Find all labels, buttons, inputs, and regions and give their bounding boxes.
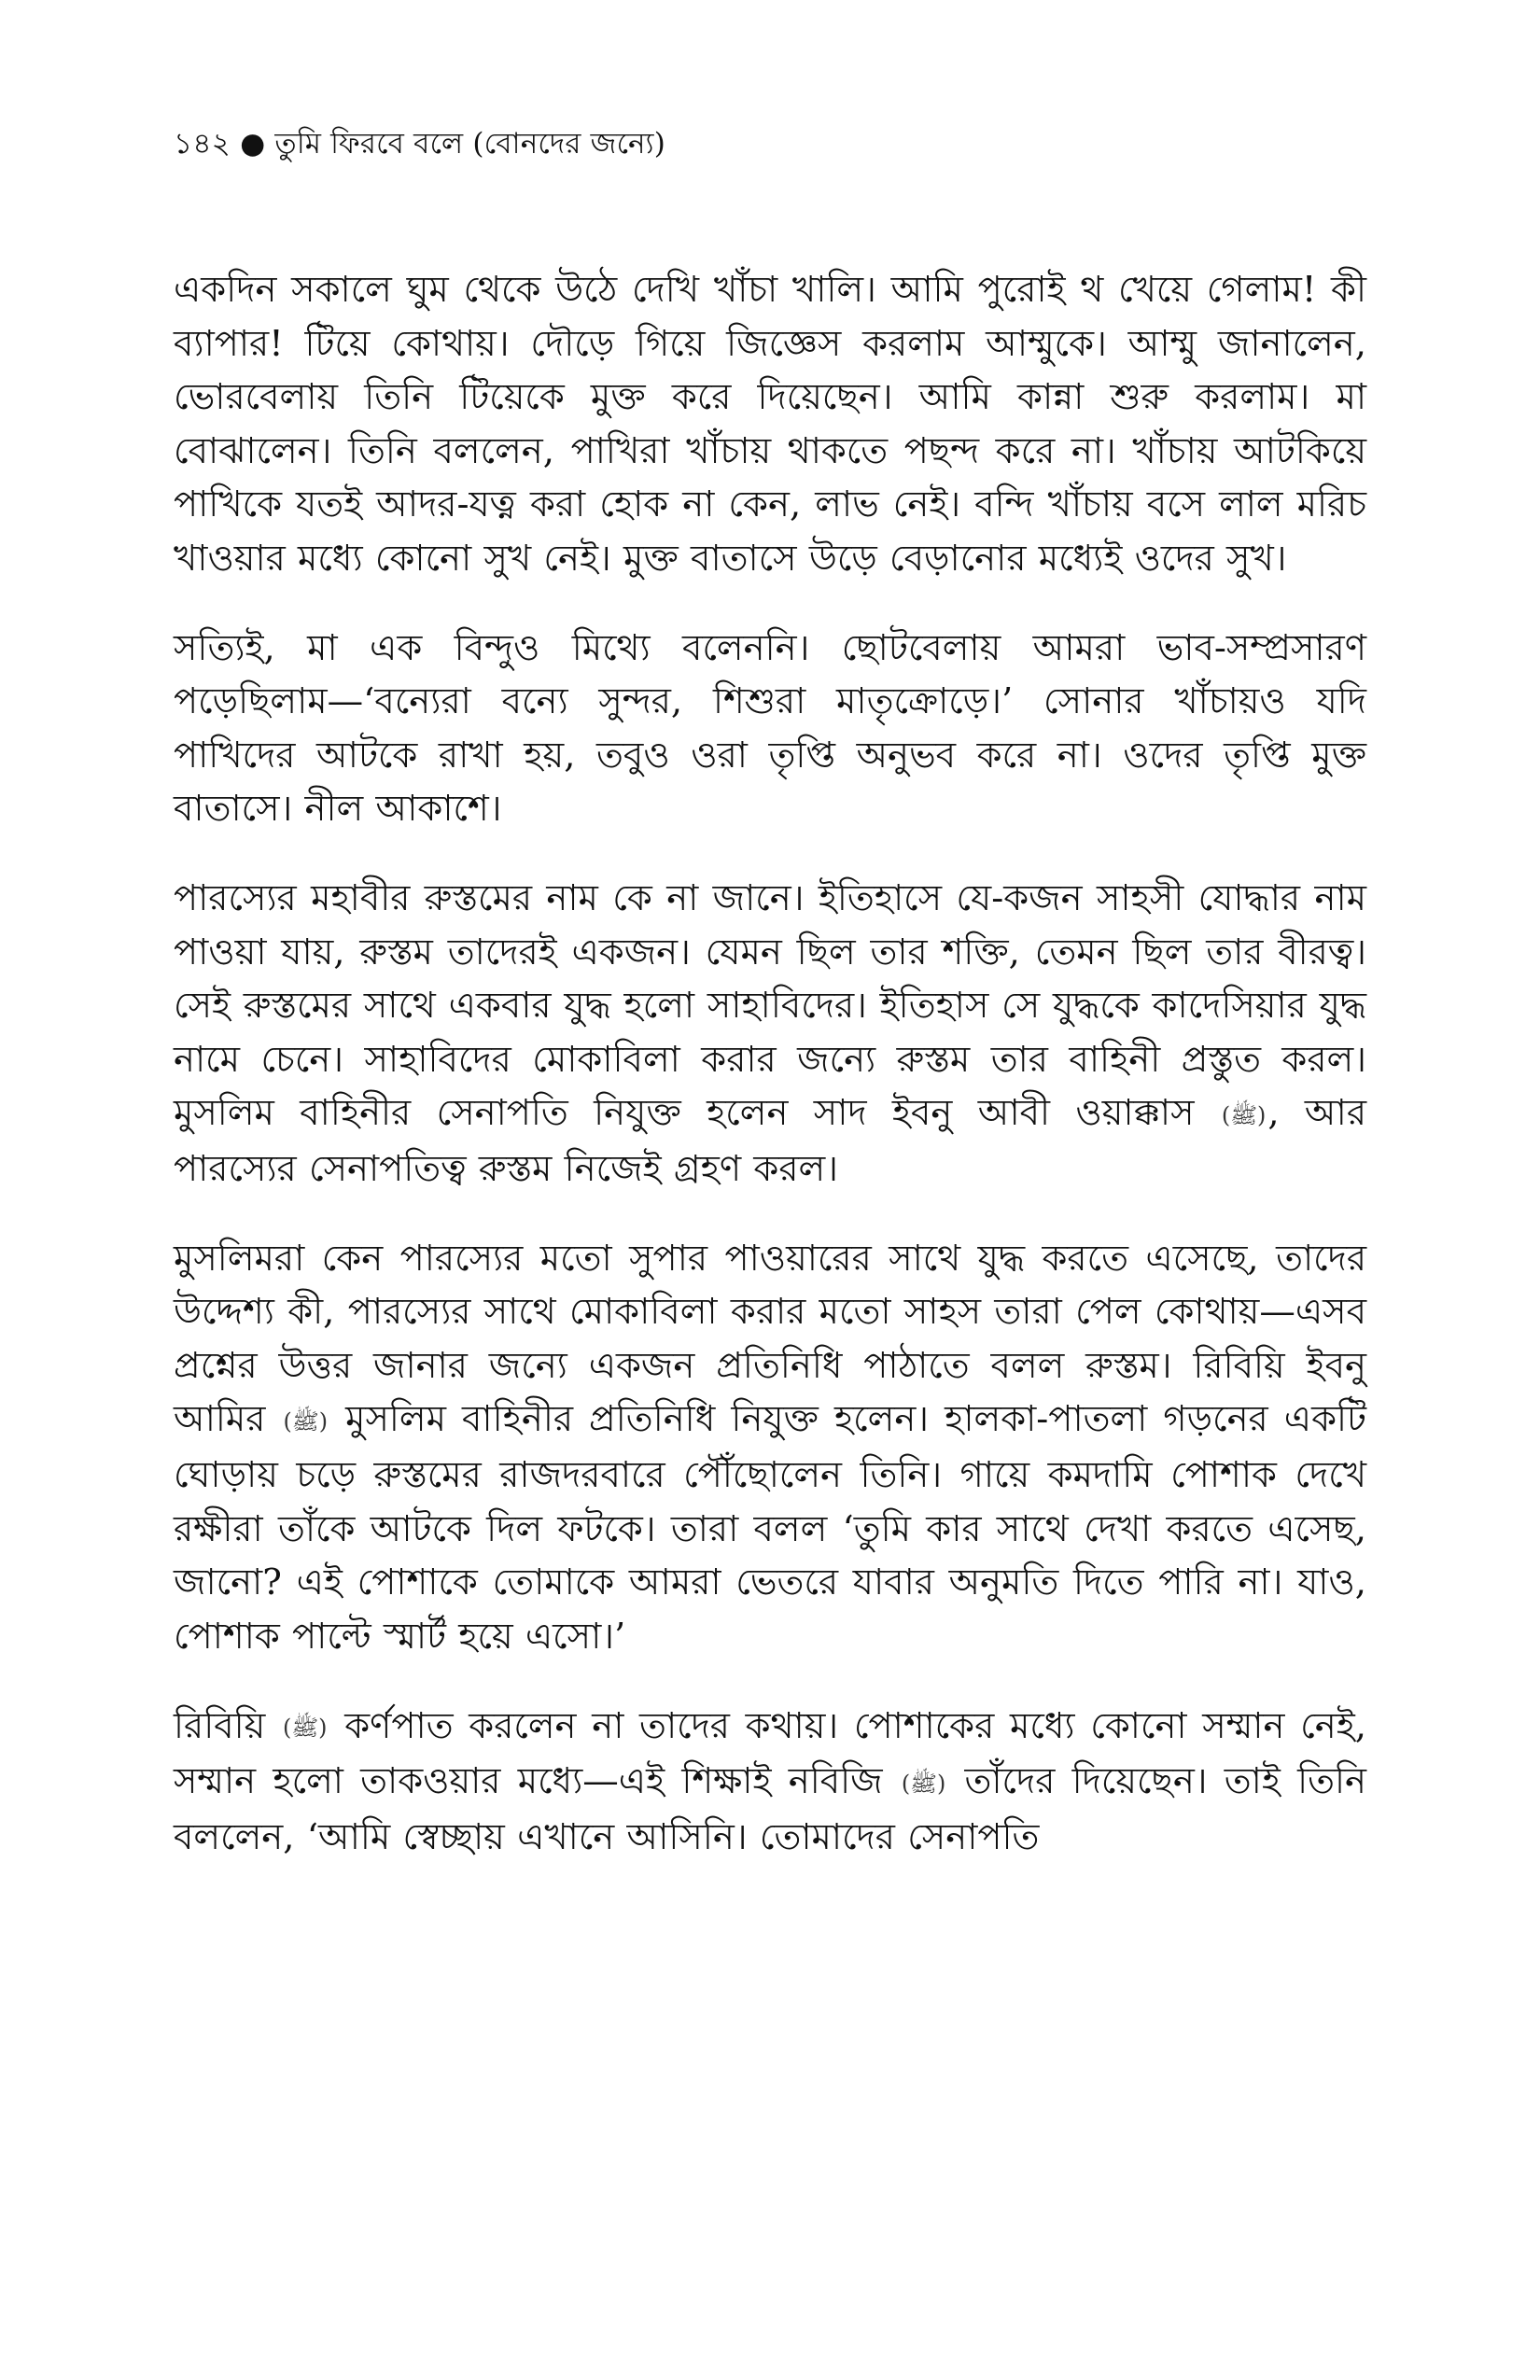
page-number: ১৪২ <box>174 127 231 161</box>
paragraph-5-text-b: কর্ণপাত করলেন না তাদের কথায়। পোশাকের মধ্যে কোনো সম্মান নেই, সম্মান হলো তাকওয়ার মধ্যে—এই শিক্ষাই নবিজি <box>174 1704 1366 1803</box>
paragraph-4 <box>174 1232 1366 1664</box>
paragraph-3 <box>174 872 1366 1197</box>
body-text <box>174 263 1366 1900</box>
paragraph-5-text-a: রিবিয়ি <box>174 1704 266 1747</box>
honorific-icon: (ﷺ) <box>901 1770 946 1797</box>
paragraph-4-text-a: মুসলিমরা কেন পারস্যের মতো সুপার পাওয়ারের সাথে যুদ্ধ করতে এসেছে, তাদের উদ্দেশ্য কী, পারস্যের সাথে মোকাবিলা করার মতো সাহস তারা পেল কোথায়—এসব প্রশ্নের উত্তর জানার জন্যে একজন প্রতিনিধি পাঠাতে বলল রুস্তম। রিবিয়ি ইবনু আমির <box>174 1237 1366 1441</box>
honorific-icon: (ﷺ) <box>1221 1101 1267 1128</box>
paragraph-4-text-b: মুসলিম বাহিনীর প্রতিনিধি নিযুক্ত হলেন। হালকা-পাতলা গড়নের একটি ঘোড়ায় চড়ে রুস্তমের রাজদরবারে পৌঁছোলেন তিনি। গায়ে কমদামি পোশাক দেখে রক্ষীরা তাঁকে আটকে দিল ফটকে। তারা বলল ‘তুমি কার সাথে দেখা করতে এসেছ, জানো? এই পোশাকে তোমাকে আমরা ভেতরে যাবার অনুমতি দিতে পারি না। যাও, পোশাক পাল্টে স্মার্ট হয়ে এসো।’ <box>174 1398 1367 1659</box>
paragraph-3-text-a: পারস্যের মহাবীর রুস্তমের নাম কে না জানে। ইতিহাসে যে-কজন সাহসী যোদ্ধার নাম পাওয়া যায়, রুস্তম তাদেরই একজন। যেমন ছিল তার শক্তি, তেমন ছিল তার বীরত্ব। সেই রুস্তমের সাথে একবার যুদ্ধ হলো সাহাবিদের। ইতিহাস সে যুদ্ধকে কাদেসিয়ার যুদ্ধ নামে চেনে। সাহাবিদের মোকাবিলা করার জন্যে রুস্তম তার বাহিনী প্রস্তুত করল। মুসলিম বাহিনীর সেনাপতি নিযুক্ত হলেন সাদ ইবনু আবী ওয়াক্কাস <box>174 876 1366 1135</box>
honorific-icon: (ﷺ) <box>283 1714 328 1741</box>
header-bullet: ● <box>240 127 266 161</box>
honorific-icon: (ﷺ) <box>283 1407 328 1435</box>
running-title: তুমি ফিরবে বলে (বোনদের জন্যে) <box>274 127 666 161</box>
paragraph-2: সত্যিই, মা এক বিন্দুও মিথ্যে বলেননি। ছোটবেলায় আমরা ভাব-সম্প্রসারণ পড়েছিলাম—‘বন্যেরা বন্যে সুন্দর, শিশুরা মাতৃক্রোড়ে।’ সোনার খাঁচায়ও যদি পাখিদের আটকে রাখা হয়, তবুও ওরা তৃপ্তি অনুভব করে না। ওদের তৃপ্তি মুক্ত বাতাসে। নীল আকাশে। <box>174 626 1366 831</box>
running-header <box>174 123 1387 164</box>
paragraph-5 <box>174 1700 1366 1865</box>
paragraph-1: একদিন সকালে ঘুম থেকে উঠে দেখি খাঁচা খালি। আমি পুরোই থ খেয়ে গেলাম! কী ব্যাপার! টিয়ে কোথায়। দৌড়ে গিয়ে জিজ্ঞেস করলাম আম্মুকে। আম্মু জানালেন, ভোরবেলায় তিনি টিয়েকে মুক্ত করে দিয়েছেন। আমি কান্না শুরু করলাম। মা বোঝালেন। তিনি বললেন, পাখিরা খাঁচায় থাকতে পছন্দ করে না। খাঁচায় আটকিয়ে পাখিকে যতই আদর-যত্ন করা হোক না কেন, লাভ নেই। বন্দি খাঁচায় বসে লাল মরিচ খাওয়ার মধ্যে কোনো সুখ নেই। মুক্ত বাতাসে উড়ে বেড়ানোর মধ্যেই ওদের সুখ। <box>174 269 1366 580</box>
paragraph-3-text-b: , আর পারস্যের সেনাপতিত্ব রুস্তম নিজেই গ্রহণ করল। <box>174 1092 1366 1191</box>
paragraph-5-text-c: তাঁদের দিয়েছেন। তাই তিনি বললেন, ‘আমি স্বেচ্ছায় এখানে আসিনি। তোমাদের সেনাপতি <box>174 1760 1366 1859</box>
